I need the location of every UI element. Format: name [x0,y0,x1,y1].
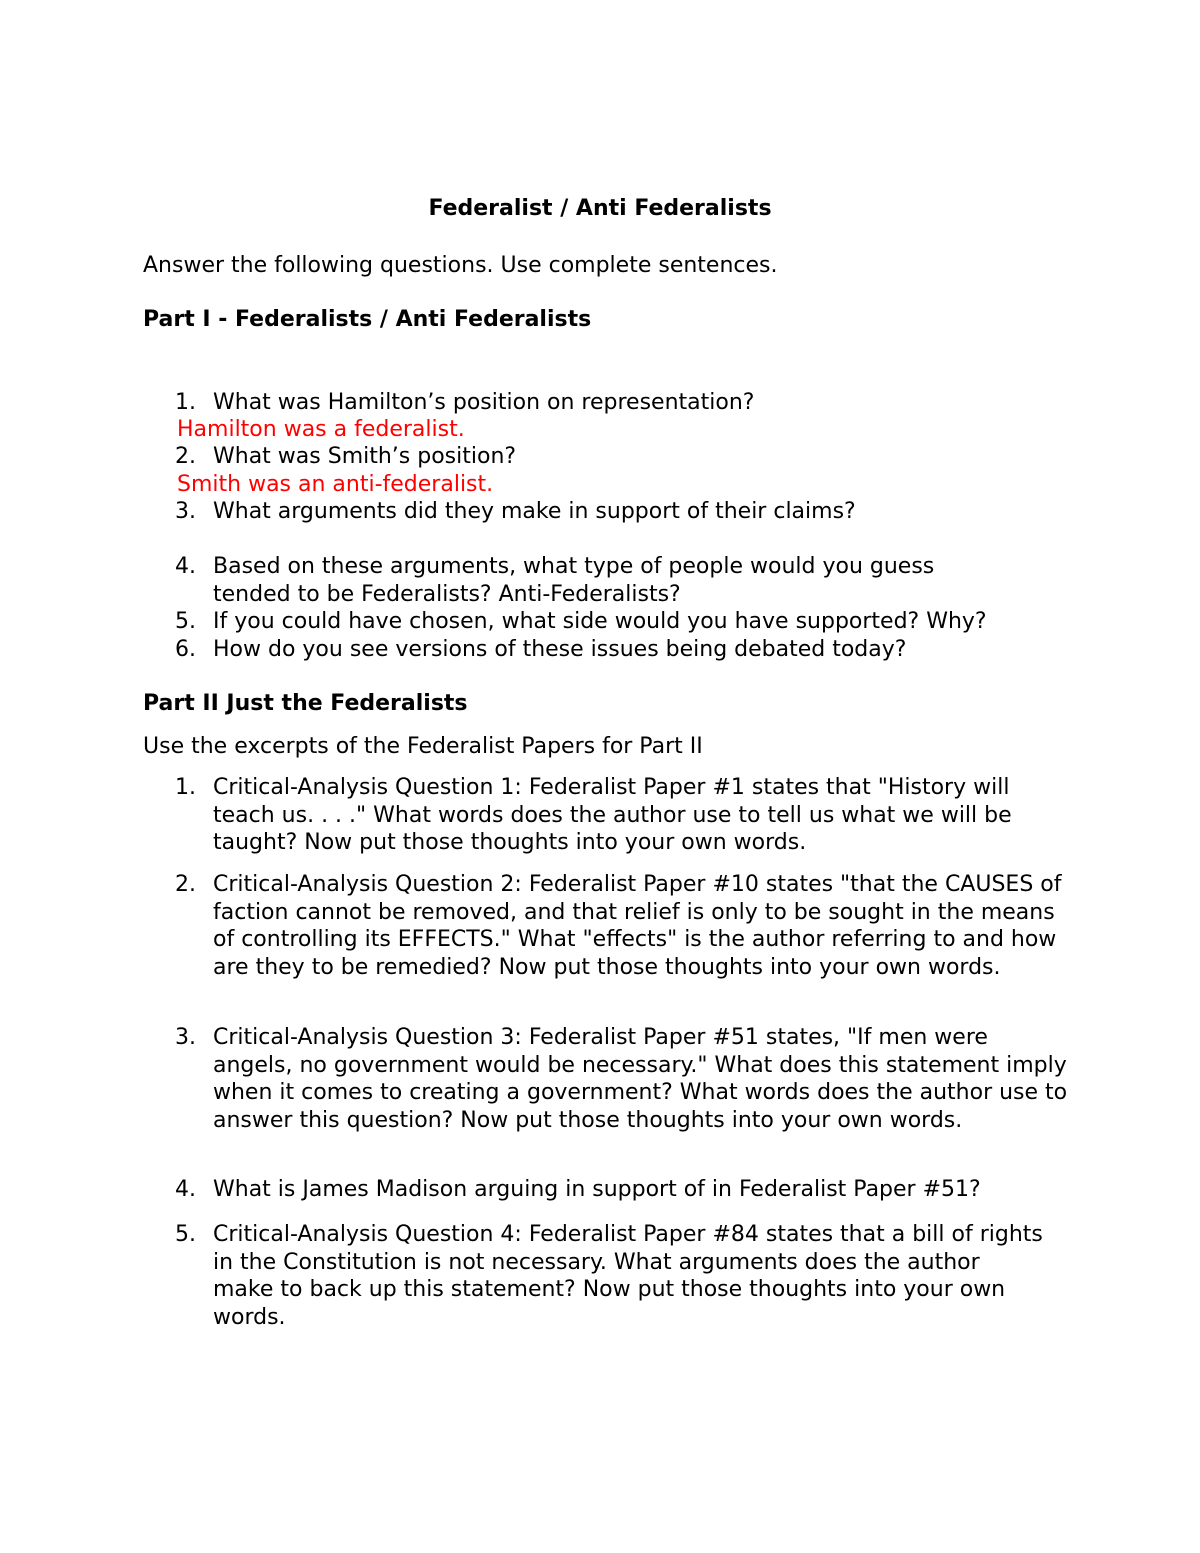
question-text: If you could have chosen, what side would you have supported? Why? [213,609,987,634]
question-number: 1. [175,775,196,800]
question-number: 6. [175,637,196,662]
question-text: What is James Madison arguing in support of in Federalist Paper #51? [213,1177,981,1202]
question-number: 5. [175,609,196,634]
question-text: How do you see versions of these issues being debated today? [213,637,907,662]
part2-heading: Part II Just the Federalists [143,691,468,716]
document-title: Federalist / Anti Federalists [428,196,772,221]
question-text: Critical-Analysis Question 3: Federalist Paper #51 states, "If men were angels, no government would be necessary." What does this statement imply when it comes to creating a government? What words does the author use to answer this question? Now put those thoughts into your own words. [213,1025,1068,1133]
question-text: What arguments did they make in support of their claims? [213,499,856,524]
question-number: 2. [175,872,196,897]
instructions-text: Answer the following questions. Use complete sentences. [143,253,778,278]
question-text: Critical-Analysis Question 4: Federalist Paper #84 states that a bill of rights in the Constitution is not necessary. What arguments does the author make to back up this statement? Now put those thoughts into your own words. [213,1222,1043,1330]
question-number: 4. [175,1177,196,1202]
part2-intro-text: Use the excerpts of the Federalist Papers for Part II [143,734,703,759]
question-text: Critical-Analysis Question 1: Federalist Paper #1 states that "History will teach us. . . ." What words does the author use to tell us what we will be taught? Now put those thoughts into your own words. [213,775,1012,855]
question-text: What was Smith’s position? [213,444,517,469]
question-text: Critical-Analysis Question 2: Federalist Paper #10 states "that the CAUSES of faction cannot be removed, and that relief is only to be sought in the means of controlling its EFFECTS." What "effects" is the author referring to and how are they to be remedied? Now put those thoughts into your own words. [213,872,1062,980]
question-number: 3. [175,1025,196,1050]
part1-heading: Part I - Federalists / Anti Federalists [143,307,592,332]
question-number: 4. [175,554,196,579]
answer-text: Hamilton was a federalist. [177,417,465,442]
question-number: 2. [175,444,196,469]
question-number: 5. [175,1222,196,1247]
question-text: What was Hamilton’s position on representation? [213,390,755,415]
answer-text: Smith was an anti-federalist. [177,472,494,497]
question-number: 3. [175,499,196,524]
question-text: Based on these arguments, what type of people would you guess tended to be Federalists? Anti-Federalists? [213,554,935,607]
question-number: 1. [175,390,196,415]
